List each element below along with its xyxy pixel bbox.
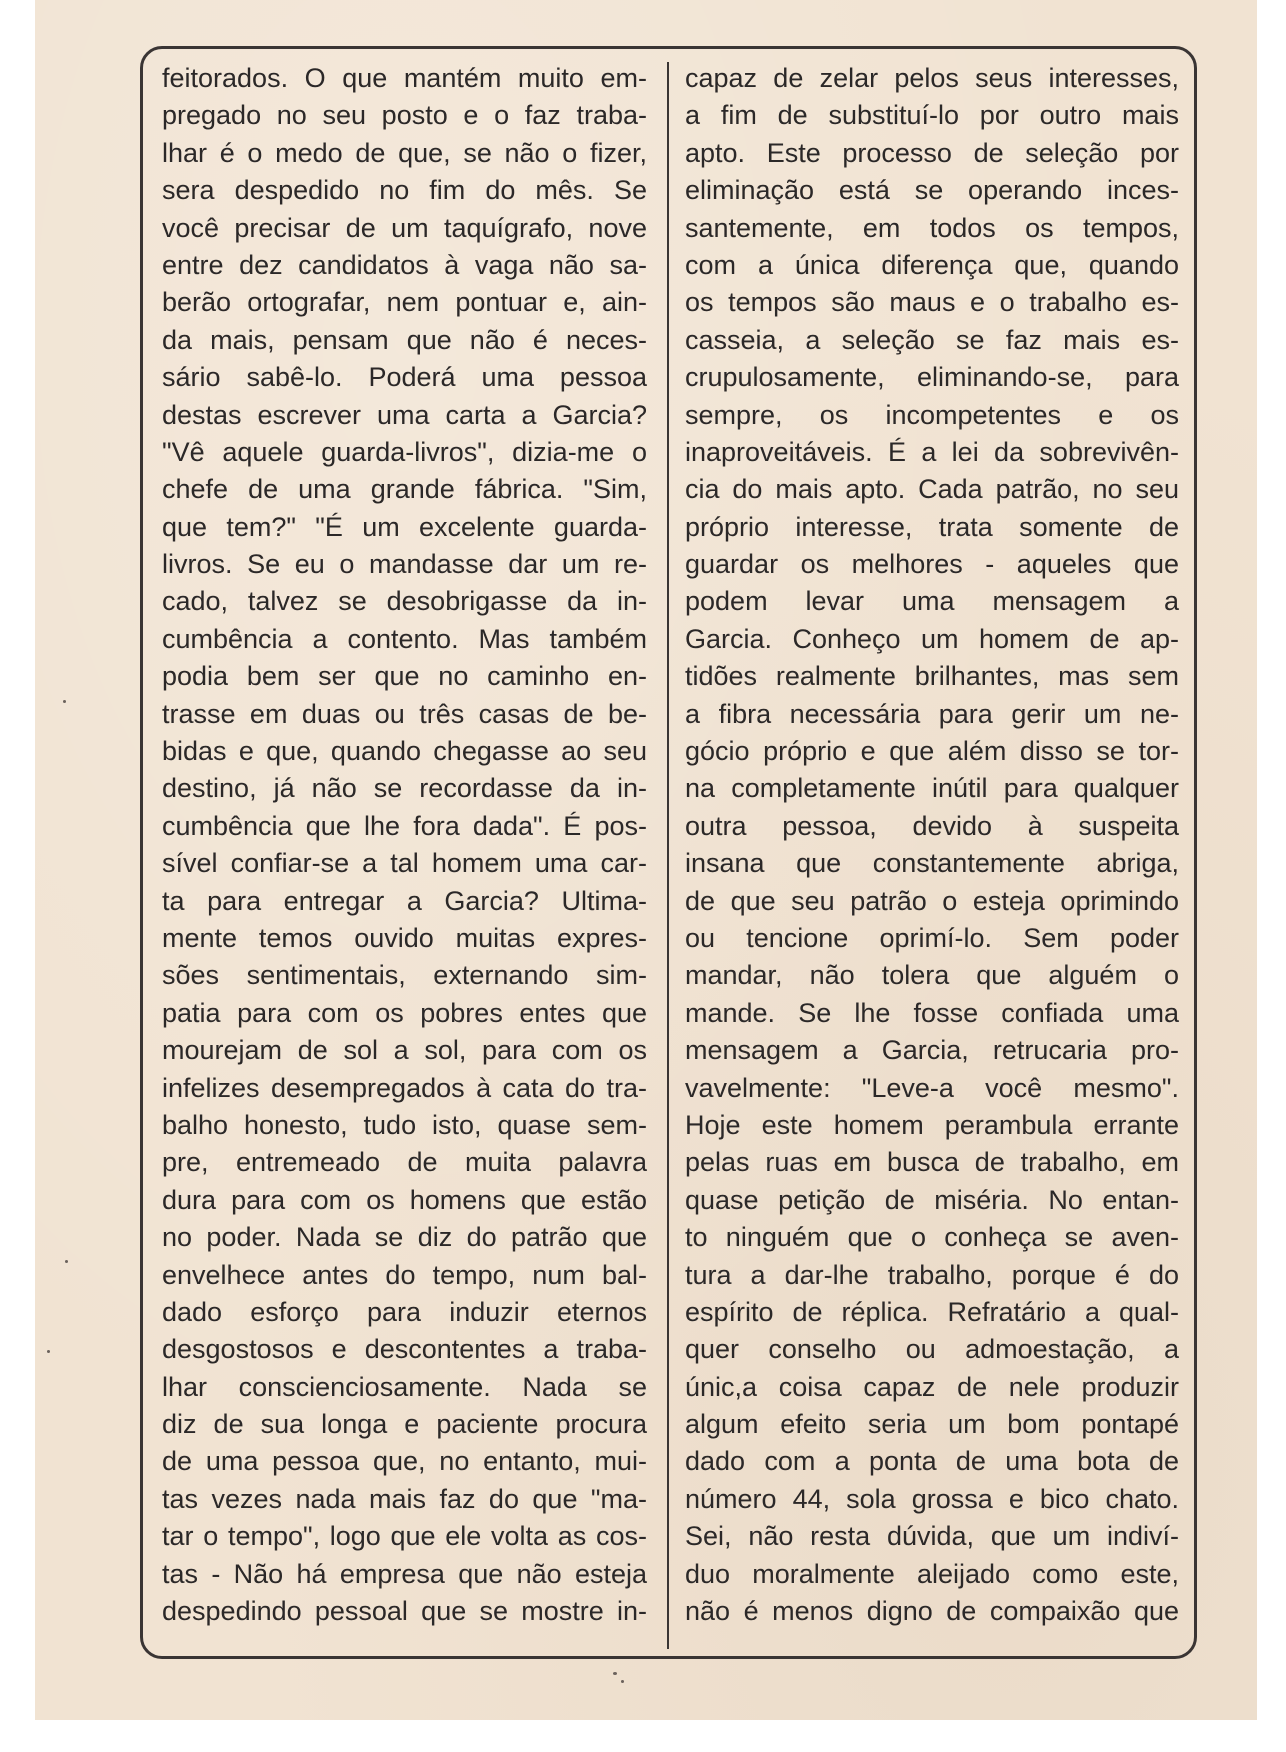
text-line: ou tencione oprimí-lo. Sem poder <box>685 922 1179 953</box>
text-line: patia para com os pobres entes que <box>162 997 647 1028</box>
text-line: sempre, os incompetentes e os <box>685 399 1179 430</box>
text-line: bidas e que, quando chegasse ao seu <box>162 736 647 767</box>
text-line: pregado no seu posto e o faz traba- <box>162 100 647 131</box>
text-line: tas vezes nada mais faz do que "ma- <box>162 1483 647 1514</box>
text-line: cado, talvez se desobrigasse da in- <box>162 586 647 617</box>
text-line: outra pessoa, devido à suspeita <box>685 810 1179 841</box>
text-line: com a única diferença que, quando <box>685 249 1179 280</box>
text-line: apto. Este processo de seleção por <box>685 137 1179 168</box>
paper-speck <box>63 700 66 703</box>
right-text-column <box>685 60 1179 1630</box>
text-line: envelhece antes do tempo, num bal- <box>162 1259 647 1290</box>
text-line: livros. Se eu o mandasse dar um re- <box>162 549 647 580</box>
text-line: mourejam de sol a sol, para com os <box>162 1035 647 1066</box>
text-line: podia bem ser que no caminho en- <box>162 661 647 692</box>
text-line: dado esforço para induzir eternos <box>162 1296 647 1327</box>
text-line: diz de sua longa e paciente procura <box>162 1409 647 1440</box>
text-line: tidões realmente brilhantes, mas sem <box>685 661 1179 692</box>
text-line: dado com a ponta de uma bota de <box>685 1446 1179 1477</box>
text-line: próprio interesse, trata somente de <box>685 511 1179 542</box>
text-line: tura a dar-lhe trabalho, porque é do <box>685 1259 1179 1290</box>
text-line: mande. Se lhe fosse confiada uma <box>685 997 1179 1028</box>
text-line: entre dez candidatos à vaga não sa- <box>162 249 647 280</box>
text-line: de que seu patrão o esteja oprimindo <box>685 885 1179 916</box>
text-line: sário sabê-lo. Poderá uma pessoa <box>162 362 647 393</box>
text-line: feitorados. O que mantém muito em- <box>162 63 647 93</box>
paper-speck <box>621 1680 624 1683</box>
paper-speck <box>613 1672 617 1675</box>
text-line: não é menos digno de compaixão que <box>685 1596 1179 1627</box>
text-line: a fibra necessária para gerir um ne- <box>685 698 1179 729</box>
text-line: espírito de réplica. Refratário a qual- <box>685 1296 1179 1327</box>
text-line: infelizes desempregados à cata do tra- <box>162 1072 647 1103</box>
text-line: inaproveitáveis. É a lei da sobrevivên- <box>685 436 1179 467</box>
text-line: destas escrever uma carta a Garcia? <box>162 399 647 430</box>
text-line: que tem?" "É um excelente guarda- <box>162 511 647 542</box>
paper-speck <box>65 1260 68 1263</box>
text-line: os tempos são maus e o trabalho es- <box>685 287 1179 318</box>
text-line: tar o tempo", logo que ele volta as cos- <box>162 1521 647 1552</box>
text-line: sões sentimentais, externando sim- <box>162 960 647 991</box>
text-line: lhar é o medo de que, se não o fizer, <box>162 137 647 168</box>
text-line: desgostosos e descontentes a traba- <box>162 1334 647 1365</box>
text-line: tas - Não há empresa que não esteja <box>162 1558 647 1589</box>
text-line: cia do mais apto. Cada patrão, no seu <box>685 474 1179 505</box>
text-line: gócio próprio e que além disso se tor- <box>685 736 1179 767</box>
text-line: podem levar uma mensagem a <box>685 586 1179 617</box>
paper-speck <box>47 1350 50 1353</box>
text-line: sível confiar-se a tal homem uma car- <box>162 848 647 879</box>
text-line: ta para entregar a Garcia? Ultima- <box>162 885 647 916</box>
text-line: sera despedido no fim do mês. Se <box>162 175 647 206</box>
text-line: algum efeito seria um bom pontapé <box>685 1409 1179 1440</box>
text-line: insana que constantemente abriga, <box>685 848 1179 879</box>
text-line: pre, entremeado de muita palavra <box>162 1147 647 1178</box>
text-line: Hoje este homem perambula errante <box>685 1109 1179 1140</box>
text-line: mente temos ouvido muitas expres- <box>162 922 647 953</box>
text-line: no poder. Nada se diz do patrão que <box>162 1222 647 1253</box>
text-line: quer conselho ou admoestação, a <box>685 1334 1179 1365</box>
text-line: eliminação está se operando inces- <box>685 175 1179 206</box>
text-line: cumbência que lhe fora dada". É pos- <box>162 810 647 841</box>
text-line: destino, já não se recordasse da in- <box>162 773 647 804</box>
text-line: "Vê aquele guarda-livros", dizia-me o <box>162 436 647 467</box>
text-line: únic,a coisa capaz de nele produzir <box>685 1371 1179 1402</box>
text-line: to ninguém que o conheça se aven- <box>685 1222 1179 1253</box>
text-line: despedindo pessoal que se mostre in- <box>162 1596 647 1627</box>
text-line: santemente, em todos os tempos, <box>685 212 1179 243</box>
text-line: balho honesto, tudo isto, quase sem- <box>162 1109 647 1140</box>
text-line: crupulosamente, eliminando-se, para <box>685 362 1179 393</box>
text-line: você precisar de um taquígrafo, nove <box>162 212 647 243</box>
text-line: Sei, não resta dúvida, que um indiví- <box>685 1521 1179 1552</box>
text-line: pelas ruas em busca de trabalho, em <box>685 1147 1179 1178</box>
text-line: chefe de uma grande fábrica. "Sim, <box>162 474 647 505</box>
text-line: duo moralmente aleijado como este, <box>685 1558 1179 1589</box>
column-divider <box>667 62 669 1649</box>
text-line: de uma pessoa que, no entanto, mui- <box>162 1446 647 1477</box>
text-line: quase petição de miséria. No entan- <box>685 1184 1179 1215</box>
text-line: da mais, pensam que não é neces- <box>162 324 647 355</box>
text-line: casseia, a seleção se faz mais es- <box>685 324 1179 355</box>
text-line: dura para com os homens que estão <box>162 1184 647 1215</box>
left-text-column <box>162 60 647 1630</box>
text-line: berão ortografar, nem pontuar e, ain- <box>162 287 647 318</box>
text-line: capaz de zelar pelos seus interesses, <box>685 63 1179 93</box>
text-line: vavelmente: "Leve-a você mesmo". <box>685 1072 1179 1103</box>
text-line: a fim de substituí-lo por outro mais <box>685 100 1179 131</box>
text-line: número 44, sola grossa e bico chato. <box>685 1483 1179 1514</box>
text-line: mensagem a Garcia, retrucaria pro- <box>685 1035 1179 1066</box>
text-line: Garcia. Conheço um homem de ap- <box>685 623 1179 654</box>
text-line: mandar, não tolera que alguém o <box>685 960 1179 991</box>
text-line: trasse em duas ou três casas de be- <box>162 698 647 729</box>
text-line: lhar conscienciosamente. Nada se <box>162 1371 647 1402</box>
text-line: cumbência a contento. Mas também <box>162 623 647 654</box>
text-line: guardar os melhores - aqueles que <box>685 549 1179 580</box>
text-line: na completamente inútil para qualquer <box>685 773 1179 804</box>
